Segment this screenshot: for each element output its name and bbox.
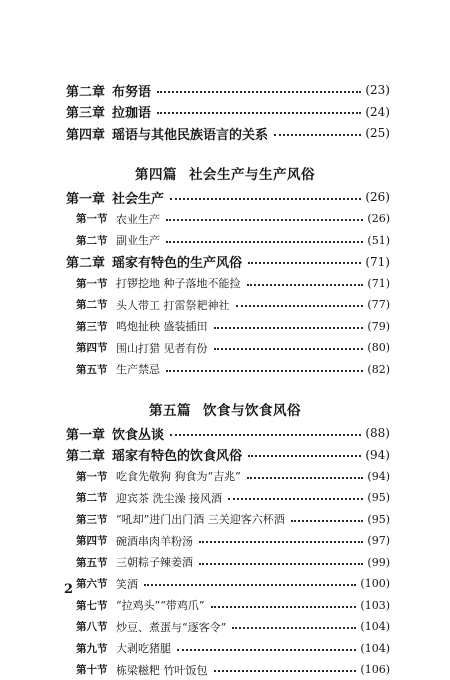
chapter-number: 第二章 — [66, 449, 106, 464]
toc-section-entry[interactable] — [0, 273, 450, 293]
page-reference: (94) — [365, 447, 390, 462]
page-reference: (94) — [367, 469, 390, 483]
section-title: 围山打猎 见者有份 — [116, 341, 208, 355]
section-number: 第四节 — [76, 342, 108, 354]
toc-section-entry[interactable] — [0, 359, 450, 379]
dot-leader — [211, 606, 357, 608]
section-number: 第一节 — [76, 213, 108, 225]
chapter-number: 第四章 — [66, 127, 106, 143]
toc-section-entry[interactable] — [0, 488, 450, 508]
page-reference: (25) — [365, 126, 390, 140]
page-reference: (71) — [367, 276, 390, 290]
chapter-title: 瑶家有特色的生产风俗 — [112, 256, 243, 271]
section-number: 第三节 — [76, 320, 108, 333]
dot-leader — [166, 219, 363, 221]
section-title: 吃食先敬狗 狗食为“吉兆” — [116, 470, 241, 483]
section-number: 第五节 — [76, 556, 108, 569]
page-reference: (95) — [367, 512, 390, 526]
section-title: 炒豆、煮蛋与“逐客令” — [116, 620, 227, 634]
section-title: 鸣炮扯秧 盛装插田 — [116, 320, 208, 333]
dot-leader — [236, 305, 364, 307]
page-reference: (79) — [367, 319, 390, 333]
dot-leader — [214, 327, 364, 329]
page-number: 2 — [64, 582, 74, 597]
dot-leader — [170, 434, 361, 436]
page-reference: (77) — [367, 298, 390, 311]
chapter-number: 第二章 — [66, 256, 106, 271]
page-reference: (100) — [360, 577, 390, 590]
page-reference: (26) — [367, 212, 390, 225]
toc-section-entry[interactable] — [0, 338, 450, 358]
section-title: “拉鸡头”“带鸡爪” — [116, 599, 205, 612]
toc-chapter-entry[interactable] — [0, 187, 450, 207]
toc-section-entry[interactable] — [0, 660, 450, 680]
part-title: 饮食与饮食风俗 — [203, 403, 301, 419]
dot-leader — [166, 370, 363, 372]
section-title: 打锣挖地 种子落地不能捡 — [116, 277, 241, 290]
toc-section-entry[interactable] — [0, 617, 450, 637]
page-reference: (95) — [367, 491, 390, 504]
section-number: 第四节 — [76, 535, 108, 547]
page-reference: (103) — [360, 598, 390, 612]
section-number: 第二节 — [76, 492, 108, 504]
section-number: 第九节 — [76, 642, 108, 655]
chapter-number: 第三章 — [66, 106, 106, 121]
dot-leader — [214, 670, 357, 672]
section-number: 第六节 — [76, 578, 108, 590]
section-number: 第二节 — [76, 234, 108, 247]
part-heading — [0, 399, 450, 419]
section-number: 第五节 — [76, 363, 108, 376]
chapter-title: 饮食丛谈 — [112, 427, 165, 443]
dot-leader — [248, 262, 361, 264]
section-title: 迎宾茶 洗尘澡 接风酒 — [116, 491, 222, 505]
page-reference: (80) — [367, 341, 390, 354]
dot-leader — [228, 498, 363, 500]
toc-chapter-entry[interactable] — [0, 252, 450, 272]
toc-section-entry[interactable] — [0, 552, 450, 572]
section-title: 生产禁忌 — [116, 363, 160, 376]
page-reference: (23) — [365, 83, 390, 97]
section-number: 第八节 — [76, 621, 108, 633]
page-reference: (26) — [365, 190, 390, 204]
page-reference: (99) — [367, 555, 390, 569]
section-number: 第一节 — [76, 470, 108, 483]
dot-leader — [166, 241, 363, 243]
dot-leader — [144, 584, 356, 586]
section-title: 三朝粽子辣姜酒 — [116, 556, 193, 569]
section-title: 栋梁糍粑 竹叶饭包 — [116, 663, 208, 677]
toc-section-entry[interactable] — [0, 466, 450, 486]
dot-leader — [274, 134, 361, 136]
toc-chapter-entry[interactable] — [0, 102, 450, 122]
dot-leader — [177, 649, 356, 651]
dot-leader — [232, 627, 356, 629]
dot-leader — [199, 541, 363, 543]
section-title: “吼却”进门出门酒 三关迎客六杯酒 — [116, 513, 285, 526]
dot-leader — [247, 477, 364, 479]
page-reference: (82) — [367, 362, 390, 376]
toc-section-entry[interactable] — [0, 531, 450, 551]
chapter-number: 第一章 — [66, 191, 106, 207]
toc-section-entry[interactable] — [0, 638, 450, 658]
section-number: 第一节 — [76, 277, 108, 290]
section-number: 第三节 — [76, 513, 108, 526]
chapter-number: 第二章 — [66, 84, 106, 100]
page-reference: (88) — [365, 426, 390, 440]
section-title: 头人带工 打雷祭耙神社 — [116, 298, 230, 312]
part-heading — [0, 163, 450, 183]
section-number: 第二节 — [76, 299, 108, 311]
section-title: 大剥吃猪腿 — [116, 642, 171, 655]
dot-leader — [157, 112, 361, 114]
chapter-title: 拉珈语 — [112, 106, 152, 121]
section-title: 笑酒 — [116, 577, 138, 591]
page-reference: (24) — [365, 104, 390, 119]
chapter-title: 布努语 — [112, 84, 152, 100]
toc-chapter-entry[interactable] — [0, 80, 450, 100]
toc-section-entry[interactable] — [0, 295, 450, 315]
section-title: 副业生产 — [116, 234, 160, 247]
dot-leader — [214, 348, 364, 350]
page-reference: (51) — [367, 233, 390, 247]
part-title: 社会生产与生产风俗 — [189, 167, 315, 183]
toc-chapter-entry[interactable] — [0, 445, 450, 465]
page-reference: (106) — [360, 663, 390, 676]
toc-section-entry[interactable] — [0, 595, 450, 615]
dot-leader — [157, 91, 361, 93]
section-number: 第七节 — [76, 599, 108, 612]
toc-section-entry[interactable] — [0, 209, 450, 229]
page-reference: (104) — [360, 620, 390, 633]
dot-leader — [247, 284, 364, 286]
dot-leader — [199, 563, 363, 565]
section-title: 农业生产 — [116, 212, 160, 226]
page-reference: (71) — [365, 254, 390, 269]
chapter-title: 瑶家有特色的饮食风俗 — [112, 449, 243, 464]
part-number: 第五篇 — [149, 403, 191, 419]
chapter-number: 第一章 — [66, 427, 106, 443]
chapter-title: 瑶语与其他民族语言的关系 — [112, 127, 269, 143]
part-number: 第四篇 — [135, 167, 177, 183]
page-reference: (104) — [360, 641, 390, 655]
section-title: 碗酒串肉羊粉汤 — [116, 534, 193, 548]
page-reference: (97) — [367, 534, 390, 547]
section-number: 第十节 — [76, 664, 108, 676]
toc-section-entry[interactable] — [0, 230, 450, 250]
dot-leader — [291, 520, 364, 522]
toc-chapter-entry[interactable] — [0, 123, 450, 143]
toc-section-entry[interactable] — [0, 316, 450, 336]
dot-leader — [170, 198, 361, 200]
dot-leader — [248, 455, 361, 457]
chapter-title: 社会生产 — [112, 191, 165, 207]
toc-chapter-entry[interactable] — [0, 423, 450, 443]
toc-section-entry[interactable] — [0, 509, 450, 529]
